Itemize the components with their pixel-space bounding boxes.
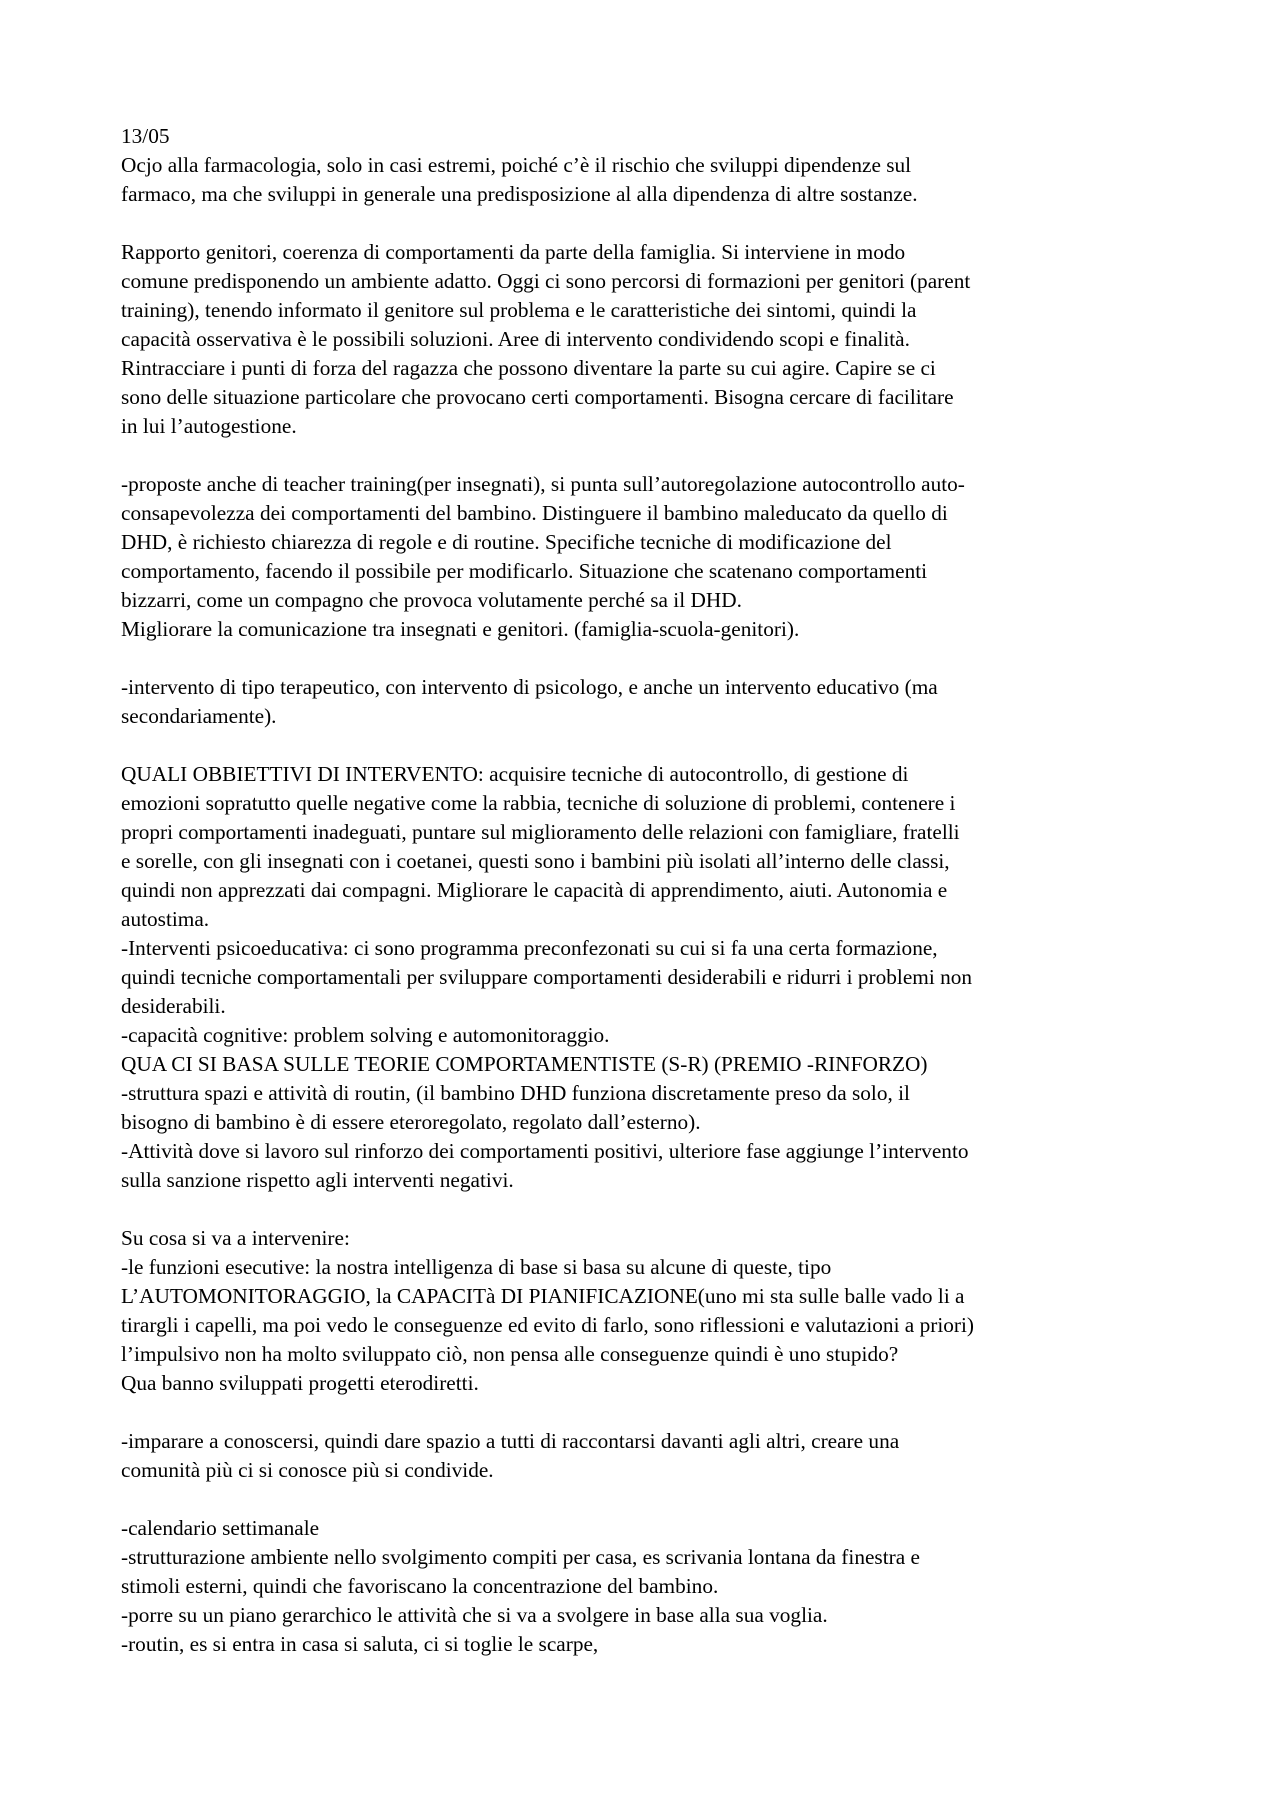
text-line: L’AUTOMONITORAGGIO, la CAPACITà DI PIANIFICAZIONE(uno mi sta sulle balle vado li a xyxy=(121,1284,965,1308)
paragraph-spacer xyxy=(121,1485,1181,1514)
text-line: -proposte anche di teacher training(per insegnati), si punta sull’autoregolazione autocontrollo auto- xyxy=(121,472,965,496)
document-body xyxy=(121,122,1181,1659)
text-line: sono delle situazione particolare che provocano certi comportamenti. Bisogna cercare di facilitare xyxy=(121,385,954,409)
text-line: l’impulsivo non ha molto sviluppato ciò, non pensa alle conseguenze quindi è uno stupido? xyxy=(121,1342,899,1366)
text-line: -imparare a conoscersi, quindi dare spazio a tutti di raccontarsi davanti agli altri, creare una xyxy=(121,1429,900,1453)
text-line: -porre su un piano gerarchico le attività che si va a svolgere in base alla sua voglia. xyxy=(121,1603,828,1627)
paragraph xyxy=(121,470,1181,644)
text-line: quindi tecniche comportamentali per sviluppare comportamenti desiderabili e ridurri i problemi non xyxy=(121,965,973,989)
text-line: desiderabili. xyxy=(121,994,226,1018)
text-line: farmaco, ma che sviluppi in generale una predisposizione al alla dipendenza di altre sostanze. xyxy=(121,182,918,206)
text-line: in lui l’autogestione. xyxy=(121,414,297,438)
text-line: autostima. xyxy=(121,907,210,931)
text-line: secondariamente). xyxy=(121,704,277,728)
text-line: comunità più ci si conosce più si condivide. xyxy=(121,1458,494,1482)
text-line: tirargli i capelli, ma poi vedo le conseguenze ed evito di farlo, sono riflessioni e valutazioni a priori) xyxy=(121,1313,974,1337)
text-line: -le funzioni esecutive: la nostra intelligenza di base si basa su alcune di queste, tipo xyxy=(121,1255,832,1279)
text-line: training), tenendo informato il genitore sul problema e le caratteristiche dei sintomi, quindi la xyxy=(121,298,917,322)
paragraph xyxy=(121,673,1181,731)
text-line: -routin, es si entra in casa si saluta, ci si toglie le scarpe, xyxy=(121,1632,599,1656)
text-line: -strutturazione ambiente nello svolgimento compiti per casa, es scrivania lontana da finestra e xyxy=(121,1545,920,1569)
text-line: QUA CI SI BASA SULLE TEORIE COMPORTAMENTISTE (S-R) (PREMIO -RINFORZO) xyxy=(121,1052,928,1076)
paragraph xyxy=(121,238,1181,441)
paragraph xyxy=(121,1427,1181,1485)
text-line: -capacità cognitive: problem solving e automonitoraggio. xyxy=(121,1023,610,1047)
text-line: capacità osservativa è le possibili soluzioni. Aree di intervento condividendo scopi e finalità. xyxy=(121,327,910,351)
text-line: Ocjo alla farmacologia, solo in casi estremi, poiché c’è il rischio che sviluppi dipendenze sul xyxy=(121,153,912,177)
text-line: Rapporto genitori, coerenza di comportamenti da parte della famiglia. Si interviene in modo xyxy=(121,240,906,264)
text-line: e sorelle, con gli insegnati con i coetanei, questi sono i bambini più isolati all’interno delle classi, xyxy=(121,849,950,873)
text-line: stimoli esterni, quindi che favoriscano la concentrazione del bambino. xyxy=(121,1574,719,1598)
text-line: Rintracciare i punti di forza del ragazza che possono diventare la parte su cui agire. Capire se ci xyxy=(121,356,936,380)
text-line: QUALI OBBIETTIVI DI INTERVENTO: acquisire tecniche di autocontrollo, di gestione di xyxy=(121,762,909,786)
paragraph-spacer xyxy=(121,1195,1181,1224)
paragraph xyxy=(121,1514,1181,1659)
text-line: Su cosa si va a intervenire: xyxy=(121,1226,350,1250)
paragraph-spacer xyxy=(121,731,1181,760)
text-line: consapevolezza dei comportamenti del bambino. Distinguere il bambino maleducato da quello di xyxy=(121,501,948,525)
text-line: -intervento di tipo terapeutico, con intervento di psicologo, e anche un intervento educativo (ma xyxy=(121,675,938,699)
text-line: -calendario settimanale xyxy=(121,1516,320,1540)
paragraph-spacer xyxy=(121,441,1181,470)
text-line: -struttura spazi e attività di routin, (il bambino DHD funziona discretamente preso da solo, il xyxy=(121,1081,910,1105)
text-line: -Interventi psicoeducativa: ci sono programma preconfezonati su cui si fa una certa formazione, xyxy=(121,936,938,960)
text-line: comune predisponendo un ambiente adatto. Oggi ci sono percorsi di formazioni per genitori (parent xyxy=(121,269,971,293)
paragraph-spacer xyxy=(121,644,1181,673)
text-line: comportamento, facendo il possibile per modificarlo. Situazione che scatenano comportamenti xyxy=(121,559,928,583)
paragraph-spacer xyxy=(121,209,1181,238)
text-line: bizzarri, come un compagno che provoca volutamente perché sa il DHD. xyxy=(121,588,742,612)
text-line: Migliorare la comunicazione tra insegnati e genitori. (famiglia-scuola-genitori). xyxy=(121,617,800,641)
paragraph-spacer xyxy=(121,1398,1181,1427)
text-line: emozioni sopratutto quelle negative come la rabbia, tecniche di soluzione di problemi, contenere i xyxy=(121,791,956,815)
paragraph xyxy=(121,1224,1181,1398)
text-line: Qua banno sviluppati progetti eterodiretti. xyxy=(121,1371,479,1395)
text-line: propri comportamenti inadeguati, puntare sul miglioramento delle relazioni con famigliare, fratelli xyxy=(121,820,960,844)
paragraph xyxy=(121,760,1181,1195)
text-line: bisogno di bambino è di essere eteroregolato, regolato dall’esterno). xyxy=(121,1110,701,1134)
text-line: quindi non apprezzati dai compagni. Migliorare le capacità di apprendimento, aiuti. Autonomia e xyxy=(121,878,948,902)
text-line: -Attività dove si lavoro sul rinforzo dei comportamenti positivi, ulteriore fase aggiunge l’intervento xyxy=(121,1139,969,1163)
paragraph xyxy=(121,122,1181,209)
text-line: 13/05 xyxy=(121,124,170,148)
text-line: DHD, è richiesto chiarezza di regole e di routine. Specifiche tecniche di modificazione del xyxy=(121,530,892,554)
text-line: sulla sanzione rispetto agli interventi negativi. xyxy=(121,1168,514,1192)
